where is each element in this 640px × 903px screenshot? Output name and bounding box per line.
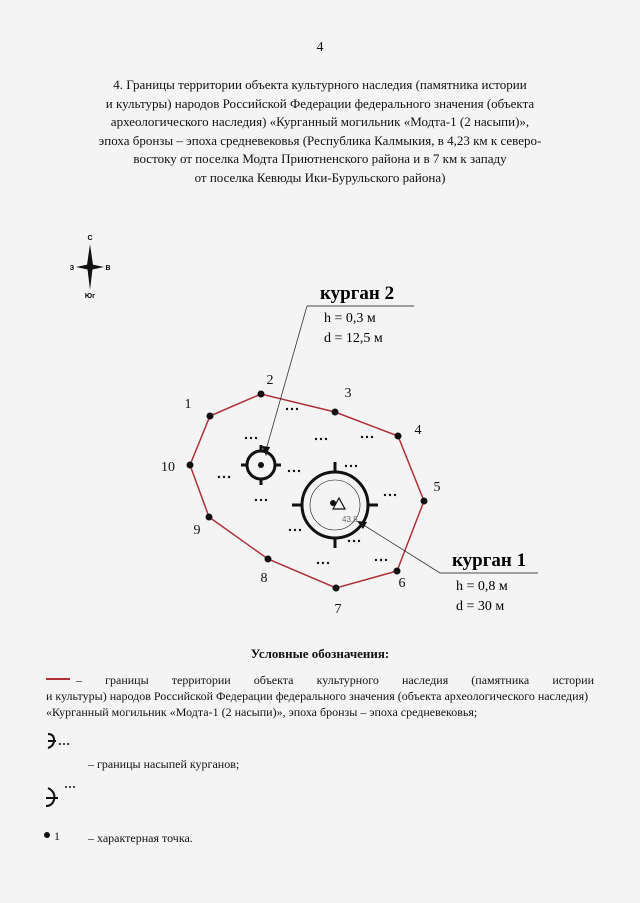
point-label: 5: [433, 480, 441, 495]
point-label: 4: [414, 423, 422, 438]
boundary-point: [332, 409, 339, 416]
site-plan-map: [0, 220, 640, 620]
kurgan-1-diameter: d = 30 м: [456, 599, 505, 614]
boundary-point: [258, 391, 265, 398]
kurgan-2-title: курган 2: [320, 283, 395, 304]
compass-north: С: [87, 235, 93, 242]
characteristic-points: [184, 391, 428, 592]
boundary-point: [333, 585, 340, 592]
elevation-label: 43,8: [342, 515, 358, 524]
heading-line: 4. Границы территории объекта культурного наследия (памятника истории: [113, 77, 527, 92]
compass-south: Юг: [84, 293, 96, 300]
boundary-point: [394, 568, 401, 575]
point-legend-number: 1: [54, 829, 60, 843]
legend-point-label: – характерная точка.: [88, 831, 193, 845]
legend-title: Условные обозначения:: [250, 646, 390, 661]
point-label: 8: [260, 571, 268, 586]
kurgan-1-callout: [357, 521, 538, 614]
heading-line: от поселка Кевюды Ики-Бурульского района): [194, 169, 446, 185]
legend-mound-label: – границы насыпей курганов;: [88, 757, 240, 771]
point-label: 1: [184, 397, 192, 412]
kurgan-1-title: курган 1: [452, 550, 527, 571]
heading-line: археологического наследия) «Курганный могильник «Модта-1 (2 насыпи)»,: [110, 114, 530, 129]
boundary-point: [421, 498, 428, 505]
kurgan-2-height: h = 0,3 м: [324, 311, 376, 326]
boundary-point: [187, 462, 194, 469]
legend-boundary-line1: [46, 672, 594, 688]
boundary-point: [395, 433, 402, 440]
boundary-point: [206, 514, 213, 521]
point-label: 6: [398, 576, 406, 591]
point-label: 10: [161, 460, 175, 475]
legend-boundary-line2: и культуры) народов Российской Федерации федерального значения (объекта археологического наследия) «Курганный могильник «Модта-1 (2 насыпи)», эпоха бронзы – эпоха средневековья;: [46, 689, 589, 719]
point-legend-dot: [44, 832, 50, 838]
compass-east: В: [105, 265, 111, 272]
compass-rose: [70, 235, 111, 300]
kurgan-2-diameter: d = 12,5 м: [324, 331, 383, 346]
mound-boundary-legend-icon: [44, 728, 94, 818]
territory-boundary: [190, 394, 424, 588]
kurgan-1-symbol: [292, 462, 378, 548]
kurgan-2-symbol: [241, 445, 281, 485]
heading-line: и культуры) народов Российской Федерации федерального значения (объекта: [105, 95, 535, 111]
point-label: 3: [344, 386, 352, 401]
heading-line: эпоха бронзы – эпоха средневековья (Республика Калмыкия, в 4,23 км к северо-: [98, 132, 542, 148]
point-label: 7: [334, 602, 342, 617]
boundary-point: [265, 556, 272, 563]
kurgan-1-height: h = 0,8 м: [456, 579, 508, 594]
boundary-point: [207, 413, 214, 420]
heading-line: востоку от поселка Модта Приютненского района и в 7 км к западу: [133, 151, 507, 166]
kurgan-2-callout: [262, 283, 414, 456]
legend-boundary-text-start: – границы территории объекта культурного наследия (памятника истории: [76, 673, 594, 687]
document-heading: [40, 76, 600, 187]
point-label: 9: [193, 523, 201, 538]
page-number: 4: [316, 40, 324, 55]
point-label: 2: [266, 373, 274, 388]
compass-west: З: [69, 265, 75, 272]
